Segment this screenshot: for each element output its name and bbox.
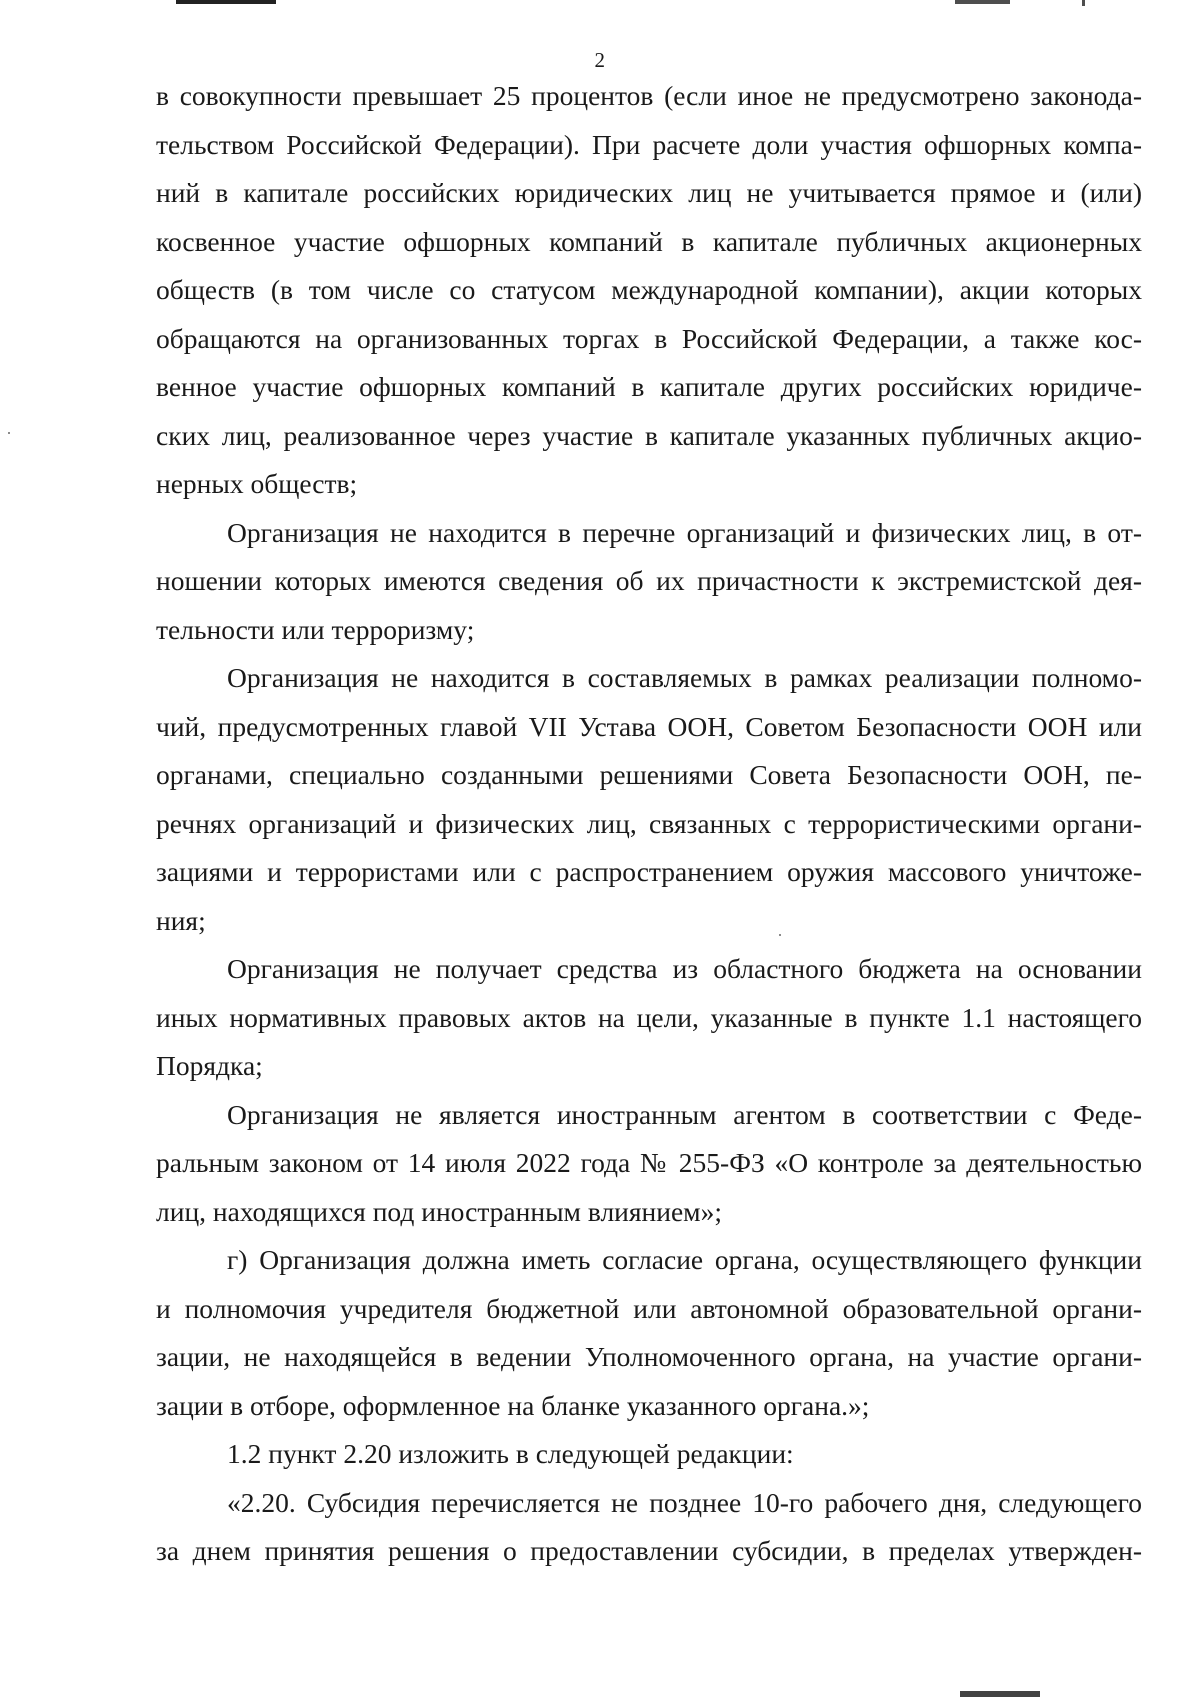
text-line: тельности или терроризму; bbox=[156, 613, 475, 645]
scan-artifact bbox=[1082, 0, 1085, 6]
text-line: ний в капитале российских юридических лиц не учитывается прямое и (или) bbox=[156, 177, 1142, 208]
text-line: обращаются на организованных торгах в Российской Федерации, а также кос- bbox=[156, 322, 1142, 354]
text-line: зации в отборе, оформленное на бланке указанного органа.»; bbox=[156, 1389, 870, 1421]
text-line: за днем принятия решения о предоставлении субсидии, в пределах утвержден- bbox=[156, 1535, 1142, 1566]
text-line: ния; bbox=[156, 904, 206, 936]
text-line: нерных обществ; bbox=[156, 468, 358, 499]
text-line: речнях организаций и физических лиц, связанных с террористическими органи- bbox=[156, 807, 1142, 839]
text-line: г) Организация должна иметь согласие органа, осуществляющего функции bbox=[227, 1244, 1142, 1275]
text-line: Организация не находится в составляемых в рамках реализации полномо- bbox=[227, 662, 1142, 693]
text-line: 1.2 пункт 2.20 изложить в следующей редакции: bbox=[227, 1438, 794, 1469]
scan-artifact bbox=[955, 0, 1010, 4]
text-line: иных нормативных правовых актов на цели, указанные в пункте 1.1 настоящего bbox=[156, 1001, 1142, 1033]
text-line: в совокупности превышает 25 процентов (если иное не предусмотрено законода- bbox=[156, 80, 1142, 111]
text-line: «2.20. Субсидия перечисляется не позднее 10-го рабочего дня, следующего bbox=[227, 1486, 1142, 1518]
text-line: венное участие офшорных компаний в капитале других российских юридиче- bbox=[156, 371, 1142, 402]
text-line: ских лиц, реализованное через участие в капитале указанных публичных акцио- bbox=[156, 419, 1142, 451]
text-line: лиц, находящихся под иностранным влиянием»; bbox=[156, 1195, 722, 1227]
text-line: ральным законом от 14 июля 2022 года № 255-ФЗ «О контроле за деятельностью bbox=[156, 1147, 1142, 1178]
scan-artifact bbox=[960, 1691, 1040, 1697]
scan-artifact bbox=[176, 0, 276, 4]
scan-speck bbox=[8, 432, 10, 434]
text-line: Организация не находится в перечне организаций и физических лиц, в от- bbox=[227, 516, 1142, 548]
text-line: и полномочия учредителя бюджетной или автономной образовательной органи- bbox=[156, 1292, 1142, 1324]
text-line: косвенное участие офшорных компаний в капитале публичных акционерных bbox=[156, 225, 1142, 257]
text-line: зации, не находящейся в ведении Уполномоченного органа, на участие органи- bbox=[156, 1341, 1142, 1372]
text-line: Порядка; bbox=[156, 1050, 263, 1081]
text-line: обществ (в том числе со статусом международной компании), акции которых bbox=[156, 274, 1142, 305]
text-line: чий, предусмотренных главой VII Устава ООН, Советом Безопасности ООН или bbox=[156, 710, 1142, 742]
text-line: ношении которых имеются сведения об их причастности к экстремистской дея- bbox=[156, 565, 1142, 596]
text-line: Организация не является иностранным агентом в соответствии с Феде- bbox=[227, 1098, 1142, 1130]
text-line: зациями и террористами или с распространением оружия массового уничтоже- bbox=[156, 856, 1142, 887]
text-line: органами, специально созданными решениями Совета Безопасности ООН, пе- bbox=[156, 759, 1142, 790]
text-line: Организация не получает средства из областного бюджета на основании bbox=[227, 953, 1142, 984]
document-body bbox=[156, 72, 1142, 1576]
text-line: тельством Российской Федерации). При расчете доли участия офшорных компа- bbox=[156, 128, 1142, 160]
page-number: 2 bbox=[594, 48, 606, 72]
